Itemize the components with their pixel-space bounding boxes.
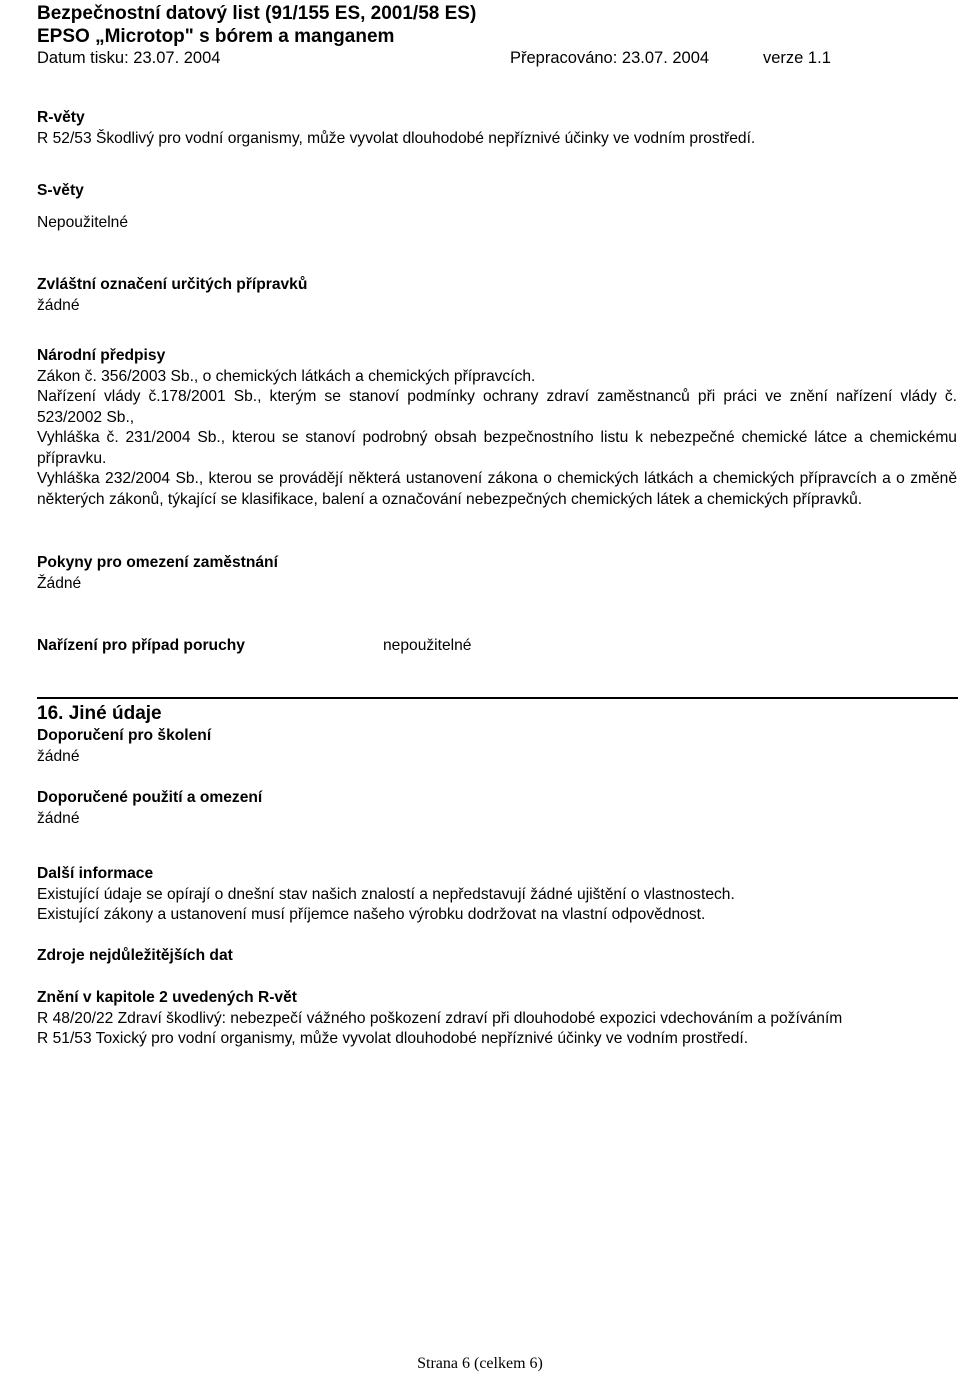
r-text-line: R 51/53 Toxický pro vodní organismy, může vyvolat dlouhodobé nepříznivé účinky ve vodním prostředí. [37,1030,749,1047]
employment-heading: Pokyny pro omezení zaměstnání [37,554,278,571]
training-heading: Doporučení pro školení [37,727,212,744]
r-text-heading: Znění v kapitole 2 uvedených R-vět [37,989,297,1006]
national-line: Nařízení vlády č.178/2001 Sb., kterým se stanoví podmínky ochrany zdraví zaměstnanců při práci ve znění nařízení vlády č. 523/2002 Sb., [37,388,957,426]
section-16-heading: 16. Jiné údaje [37,703,162,724]
r-phrases-heading: R-věty [37,109,85,126]
training-text: žádné [37,747,80,765]
sources-heading: Zdroje nejdůležitějších dat [37,947,233,964]
r-text-section [37,988,887,1050]
national-line: Vyhláška č. 231/2004 Sb., kterou se stanoví podrobný obsah bezpečnostního listu k nebezpečné chemické látce a chemickému přípravku. [37,429,957,467]
s-phrases-section [37,181,957,233]
special-labeling-heading: Zvláštní označení určitých přípravků [37,276,308,293]
info-heading: Další informace [37,865,154,882]
revised-date: Přepracováno: 23.07. 2004 [510,49,710,67]
use-heading: Doporučené použití a omezení [37,789,263,806]
training-section [37,726,957,767]
document-title: Bezpečnostní datový list (91/155 ES, 2001/58 ES) [37,3,477,24]
national-regulations-section [37,346,957,510]
version: verze 1.1 [763,49,831,67]
use-section [37,788,957,829]
breakdown-heading: Nařízení pro případ poruchy [37,637,245,654]
info-line: Existující zákony a ustanovení musí příjemce našeho výrobku dodržovat na vlastní odpovědnost. [37,906,706,923]
s-phrases-text: Nepoužitelné [37,213,129,231]
special-labeling-section [37,275,957,316]
product-name: EPSO „Microtop" s bórem a manganem [37,26,395,47]
special-labeling-text: žádné [37,296,80,314]
breakdown-text: nepoužitelné [383,637,472,654]
r-phrases-section [37,108,957,149]
use-text: žádné [37,809,80,827]
section-divider [37,697,958,699]
print-date: Datum tisku: 23.07. 2004 [37,49,221,67]
employment-section [37,553,957,594]
page-footer: Strana 6 (celkem 6) [417,1355,543,1372]
breakdown-section [37,636,957,657]
national-line: Vyhláška 232/2004 Sb., kterou se provádějí některá ustanovení zákona o chemických látkách a chemických přípravcích a o změně některých zákonů, týkající se klasifikace, balení a označování nebezpečných chemických látek a chemických přípravků. [37,470,957,508]
national-line: Zákon č. 356/2003 Sb., o chemických látkách a chemických přípravcích. [37,367,536,385]
info-line: Existující údaje se opírají o dnešní stav našich znalostí a nepředstavují žádné ujištění o vlastnostech. [37,885,735,903]
r-text-line: R 48/20/22 Zdraví škodlivý: nebezpečí vážného poškození zdraví při dlouhodobé expozici vdechováním a požíváním [37,1009,843,1027]
national-heading: Národní předpisy [37,347,166,364]
s-phrases-heading: S-věty [37,182,84,199]
sources-section [37,946,957,967]
info-section [37,864,957,926]
r-phrases-text: R 52/53 Škodlivý pro vodní organismy, může vyvolat dlouhodobé nepříznivé účinky ve vodním prostředí. [37,129,756,147]
employment-text: Žádné [37,574,82,592]
